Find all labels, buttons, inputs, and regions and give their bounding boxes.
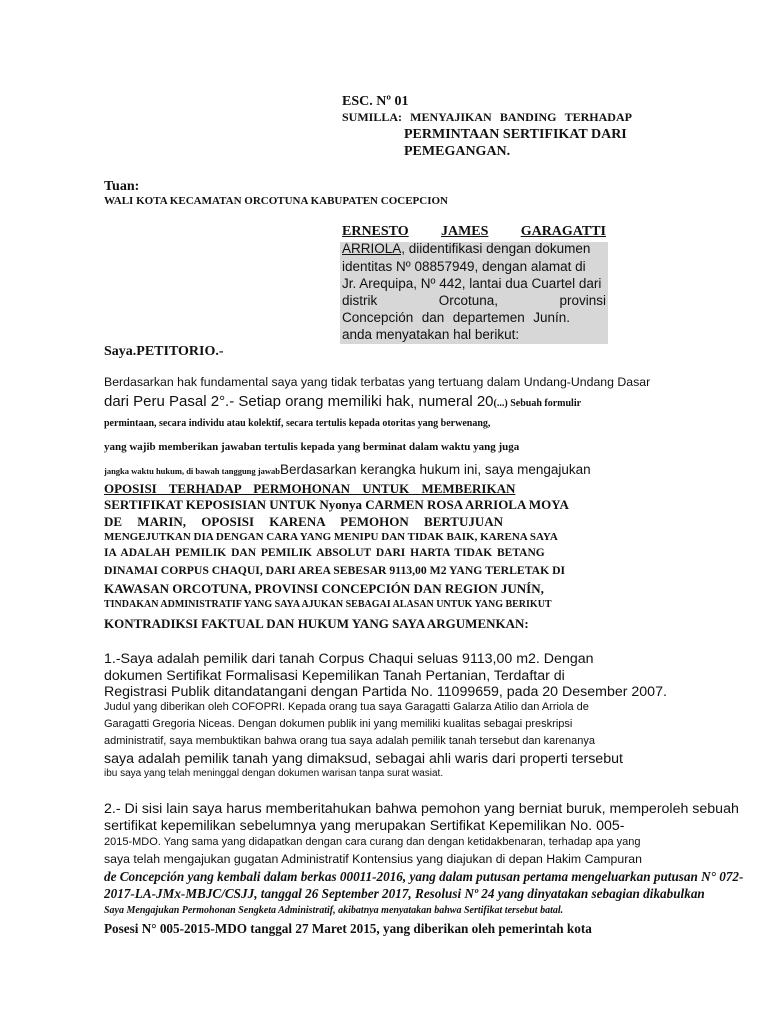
identity-line-5 xyxy=(342,293,606,308)
point1-line-4: Judul yang diberikan oleh COFOPRI. Kepada orang tua saya Garagatti Galarza Atilio dan Arriola de xyxy=(104,701,589,713)
p1-line-2-b: (...) Sebuah formulir xyxy=(493,398,582,409)
point2-line-6: 2017-LA-JMx-MBJC/CSJJ, tanggal 26 September 2017, Resolusi Nº 24 yang dinyatakan sebagian dikabulkan xyxy=(104,886,705,901)
identity-word: Concepción xyxy=(342,310,414,325)
point2-line-7: Saya Mengajukan Permohonan Sengketa Administratif, akibatnya menyatakan bahwa Sertifikat tersebut batal. xyxy=(104,905,564,916)
addressee-tuan: Tuan: xyxy=(104,179,140,194)
point2-line-8: Posesi N° 005-2015-MDO tanggal 27 Maret 2015, yang diberikan oleh pemerintah kota xyxy=(104,921,592,936)
identity-line-2-rest: diidentifikasi dengan dokumen xyxy=(405,241,591,256)
p1-line-5-a: jangka waktu hukum, di bawah tanggung jawab xyxy=(104,466,280,476)
point2-line-2: sertifikat kepemilikan sebelumnya yang merupakan Sertifikat Kepemilikan No. 005- xyxy=(104,818,625,834)
identity-word: Junín. xyxy=(533,310,570,325)
p1-line-1: Berdasarkan hak fundamental saya yang tidak terbatas yang tertuang dalam Undang-Undang Dasar xyxy=(104,375,651,389)
sumilla-label: SUMILLA: xyxy=(342,110,403,124)
p1-line-2 xyxy=(104,393,581,411)
sumilla-word: MENYAJIKAN xyxy=(410,110,492,124)
opposition-line-3: DE MARIN, OPOSISI KARENA PEMOHON BERTUJUAN xyxy=(104,514,504,529)
opposition-line-7: KAWASAN ORCOTUNA, PROVINSI CONCEPCIÓN DAN REGION JUNÍN, xyxy=(104,581,544,596)
sumilla-word: BANDING xyxy=(499,110,557,124)
addressee-wali: WALI KOTA KECAMATAN ORCOTUNA KABUPATEN COCEPCION xyxy=(104,195,448,207)
identity-word: distrik xyxy=(342,293,378,308)
point2-line-1: 2.- Di sisi lain saya harus memberitahukan bahwa pemohon yang berniat buruk, memperoleh sebuah xyxy=(104,801,739,817)
identity-line-6 xyxy=(342,310,570,325)
point1-line-7: saya adalah pemilik tanah yang dimaksud, sebagai ahli waris dari properti tersebut xyxy=(104,751,623,767)
opposition-line-2: SERTIFIKAT KEPOSISIAN UNTUK Nyonya CARMEN ROSA ARRIOLA MOYA xyxy=(104,497,569,512)
p1-line-5-b: Berdasarkan kerangka hukum ini, saya mengajukan xyxy=(279,462,591,477)
identity-line-3: identitas Nº 08857949, dengan alamat di xyxy=(342,259,586,274)
identity-word: departemen xyxy=(452,310,525,325)
opposition-line-5: IA ADALAH PEMILIK DAN PEMILIK ABSOLUT DARI HARTA TIDAK BETANG xyxy=(104,547,545,559)
identity-word: Orcotuna, xyxy=(438,293,498,308)
opposition-line-1-text: OPOSISI TERHADAP PERMOHONAN UNTUK MEMBERIKAN xyxy=(104,481,516,496)
sumilla-word: TERHADAP xyxy=(564,110,632,124)
sumilla-line-2: PERMINTAAN SERTIFIKAT DARI xyxy=(404,127,627,142)
point1-line-2: dokumen Sertifikat Formalisasi Kepemilikan Tanah Pertanian, Terdaftar di xyxy=(104,668,565,684)
point1-line-3: Registrasi Publik ditandatangani dengan Partida No. 11099659, pada 20 Desember 2007. xyxy=(104,684,667,700)
opposition-line-9: KONTRADIKSI FAKTUAL DAN HUKUM YANG SAYA ARGUMENKAN: xyxy=(104,616,529,631)
identity-line-7: anda menyatakan hal berikut: xyxy=(342,327,520,342)
identity-arriola: ARRIOLA, xyxy=(342,241,406,256)
opposition-line-4: MENGEJUTKAN DIA DENGAN CARA YANG MENIPU DAN TIDAK BAIK, KARENA SAYA xyxy=(104,531,558,543)
point2-line-5: de Concepción yang kembali dalam berkas 00011-2016, yang dalam putusan pertama mengeluarkan putusan N° 072- xyxy=(104,869,744,884)
sumilla-line-3: PEMEGANGAN. xyxy=(404,144,511,159)
p1-line-5 xyxy=(104,461,591,479)
sumilla-line-1 xyxy=(342,110,632,125)
name-word: ERNESTO xyxy=(342,224,409,239)
p1-line-3: permintaan, secara individu atau kolektif, secara tertulis kepada otoritas yang berwenang, xyxy=(104,418,491,429)
petitorio-heading: Saya.PETITORIO.- xyxy=(104,344,224,359)
point2-line-4: saya telah mengajukan gugatan Administratif Kontensius yang diajukan di depan Hakim Campuran xyxy=(104,852,642,866)
point2-line-3: 2015-MDO. Yang sama yang didapatkan dengan cara curang dan dengan ketidakbenaran, terhadap apa yang xyxy=(104,836,641,848)
p1-line-4: yang wajib memberikan jawaban tertulis kepada yang berminat dalam waktu yang juga xyxy=(104,441,520,453)
esc-number: ESC. Nº 01 xyxy=(342,94,409,109)
identity-line-2 xyxy=(342,241,590,256)
identity-word: provinsi xyxy=(559,293,606,308)
name-word: GARAGATTI xyxy=(520,224,606,239)
name-word: JAMES xyxy=(440,224,489,239)
point1-line-8: ibu saya yang telah meninggal dengan dokumen warisan tanpa surat wasiat. xyxy=(104,768,444,779)
point1-line-6: administratif, saya membuktikan bahwa orang tua saya adalah pemilik tanah tersebut dan karenanya xyxy=(104,735,596,747)
identity-line-4: Jr. Arequipa, Nº 442, lantai dua Cuartel dari xyxy=(342,276,602,291)
point1-line-1: 1.-Saya adalah pemilik dari tanah Corpus Chaqui seluas 9113,00 m2. Dengan xyxy=(104,651,594,667)
identity-word: dan xyxy=(421,310,445,325)
opposition-line-8: TINDAKAN ADMINISTRATIF YANG SAYA AJUKAN SEBAGAI ALASAN UNTUK YANG BERIKUT xyxy=(104,599,552,610)
identity-name-line xyxy=(342,224,606,240)
p1-line-2-a: dari Peru Pasal 2°.- Setiap orang memiliki hak, numeral 20 xyxy=(104,393,494,410)
point1-line-5: Garagatti Gregoria Niceas. Dengan dokumen publik ini yang memiliki kualitas sebagai preskripsi xyxy=(104,718,573,730)
opposition-line-6: DINAMAI CORPUS CHAQUI, DARI AREA SEBESAR 9113,00 M2 YANG TERLETAK DI xyxy=(104,564,566,577)
